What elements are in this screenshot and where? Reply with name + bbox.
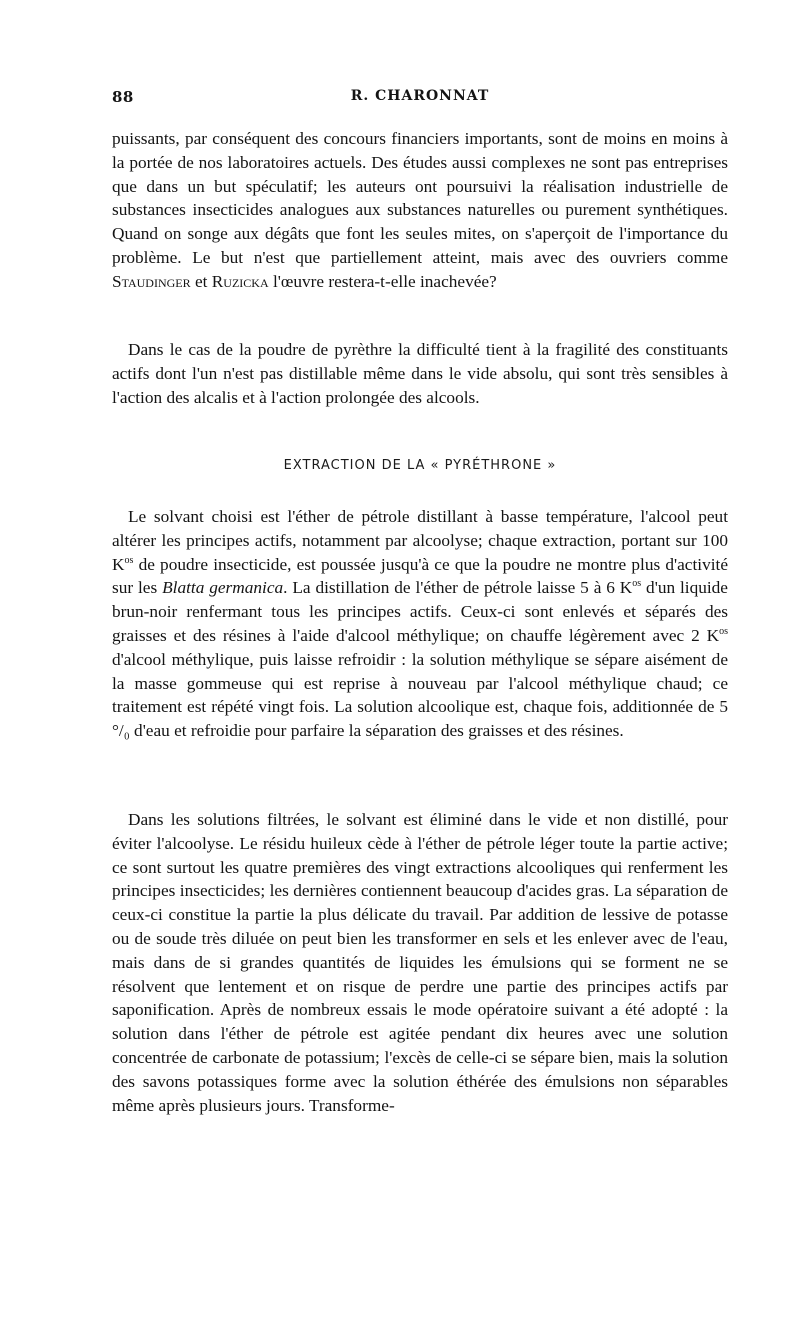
paragraph-2-text: Dans le cas de la poudre de pyrèthre la difficulté tient à la fragilité des constituants actifs dont l'un n'est pas distillable même dans le vide absolu, qui sont très sensibles à l'action des alcalis et à l'action prolongée des alcools. xyxy=(112,340,728,407)
paragraph-4 xyxy=(112,808,728,1117)
paragraph-4-text: Dans les solutions filtrées, le solvant est éliminé dans le vide et non distillé, pour éviter l'alcoolyse. Le résidu huileux cède à l'éther de pétrole léger toute la partie active; ce sont surtout les quatre premières des vingt extractions alcooliques qui renferment les principes insecticides; les dernières contiennent beaucoup d'acides gras. La séparation de ceux-ci constitue la partie la plus délicate du travail. Par addition de lessive de potasse ou de soude très diluée on peut bien les transformer en sels et les enlever avec de l'eau, mais dans de si grandes quantités de liquides les émulsions qui se forment ne se résolvent que lentement et on risque de perdre une partie des principes actifs par saponification. Après de nombreux essais le mode opératoire suivant a été adopté : la solution dans l'éther de pétrole est agitée pendant dix heures avec une solution concentrée de carbonate de potassium; l'excès de celle-ci se sépare bien, mais la solution des savons potassiques forme avec la solution éthérée des émulsions non séparables même après plusieurs jours. Transforme- xyxy=(112,810,728,1115)
page-header xyxy=(112,88,728,112)
paragraph-1-text-b: et xyxy=(190,271,212,291)
unit-superscript: os xyxy=(632,578,642,590)
paragraph-3-text-a: Le solvant choisi est l'éther de pétrole distillant à basse température, l'alcool peut altérer les principes actifs, notamment par alcoolyse; chaque extraction, portant sur 100 K xyxy=(112,507,728,574)
paragraph-3 xyxy=(112,505,728,743)
unit-superscript: os xyxy=(124,554,134,566)
paragraph-1 xyxy=(112,127,728,294)
paragraph-3-text-d: d'un liquide brun-noir renfermant tous les principes actifs. Ceux-ci sont enlevés et séparés des graisses et des résines à l'aide d'alcool méthylique; on chauffe légèrement avec 2 K xyxy=(112,578,728,645)
page-number: 88 xyxy=(112,88,134,106)
paragraph-3-text-b: de poudre insecticide, est poussée jusqu'à ce que la poudre ne montre plus d'activité sur les xyxy=(112,554,728,598)
paragraph-3-text-e: d'alcool méthylique, puis laisse refroidir : la solution méthylique se sépare aisément de la masse gommeuse qui est reprise à nouveau par l'alcool méthylique chaud; ce traitement est répété vingt fois. La solution alcoolique est, chaque fois, additionnée de 5 °/₀ d'eau et refroidie pour parfaire la séparation des graisses et des résines. xyxy=(112,649,728,741)
paragraph-1-text-c: l'œuvre restera-t-elle inachevée? xyxy=(268,271,497,291)
paragraph-3-text-c: . La distillation de l'éther de pétrole laisse 5 à 6 K xyxy=(283,578,633,598)
unit-superscript: os xyxy=(719,626,728,638)
author-staudinger: Staudinger xyxy=(112,271,191,291)
running-head: R. CHARONNAT xyxy=(350,88,490,104)
section-heading: EXTRACTION DE LA « PYRÉTHRONE » xyxy=(283,458,557,473)
species-name: Blatta germanica xyxy=(162,578,284,598)
paragraph-1-text-a: puissants, par conséquent des concours financiers importants, sont de moins en moins à la portée de nos laboratoires actuels. Des études aussi complexes ne sont pas entreprises que dans un but spéculatif; les auteurs ont poursuivi la réalisation industrielle de substances insecticides analogues aux substances naturelles ou purement synthétiques. Quand on songe aux dégâts que font les seules mites, on s'aperçoit de l'importance du problème. Le but n'est que partiellement atteint, mais avec des ouvriers comme xyxy=(112,129,728,267)
paragraph-2 xyxy=(112,338,728,409)
author-ruzicka: Ruzicka xyxy=(211,271,269,291)
